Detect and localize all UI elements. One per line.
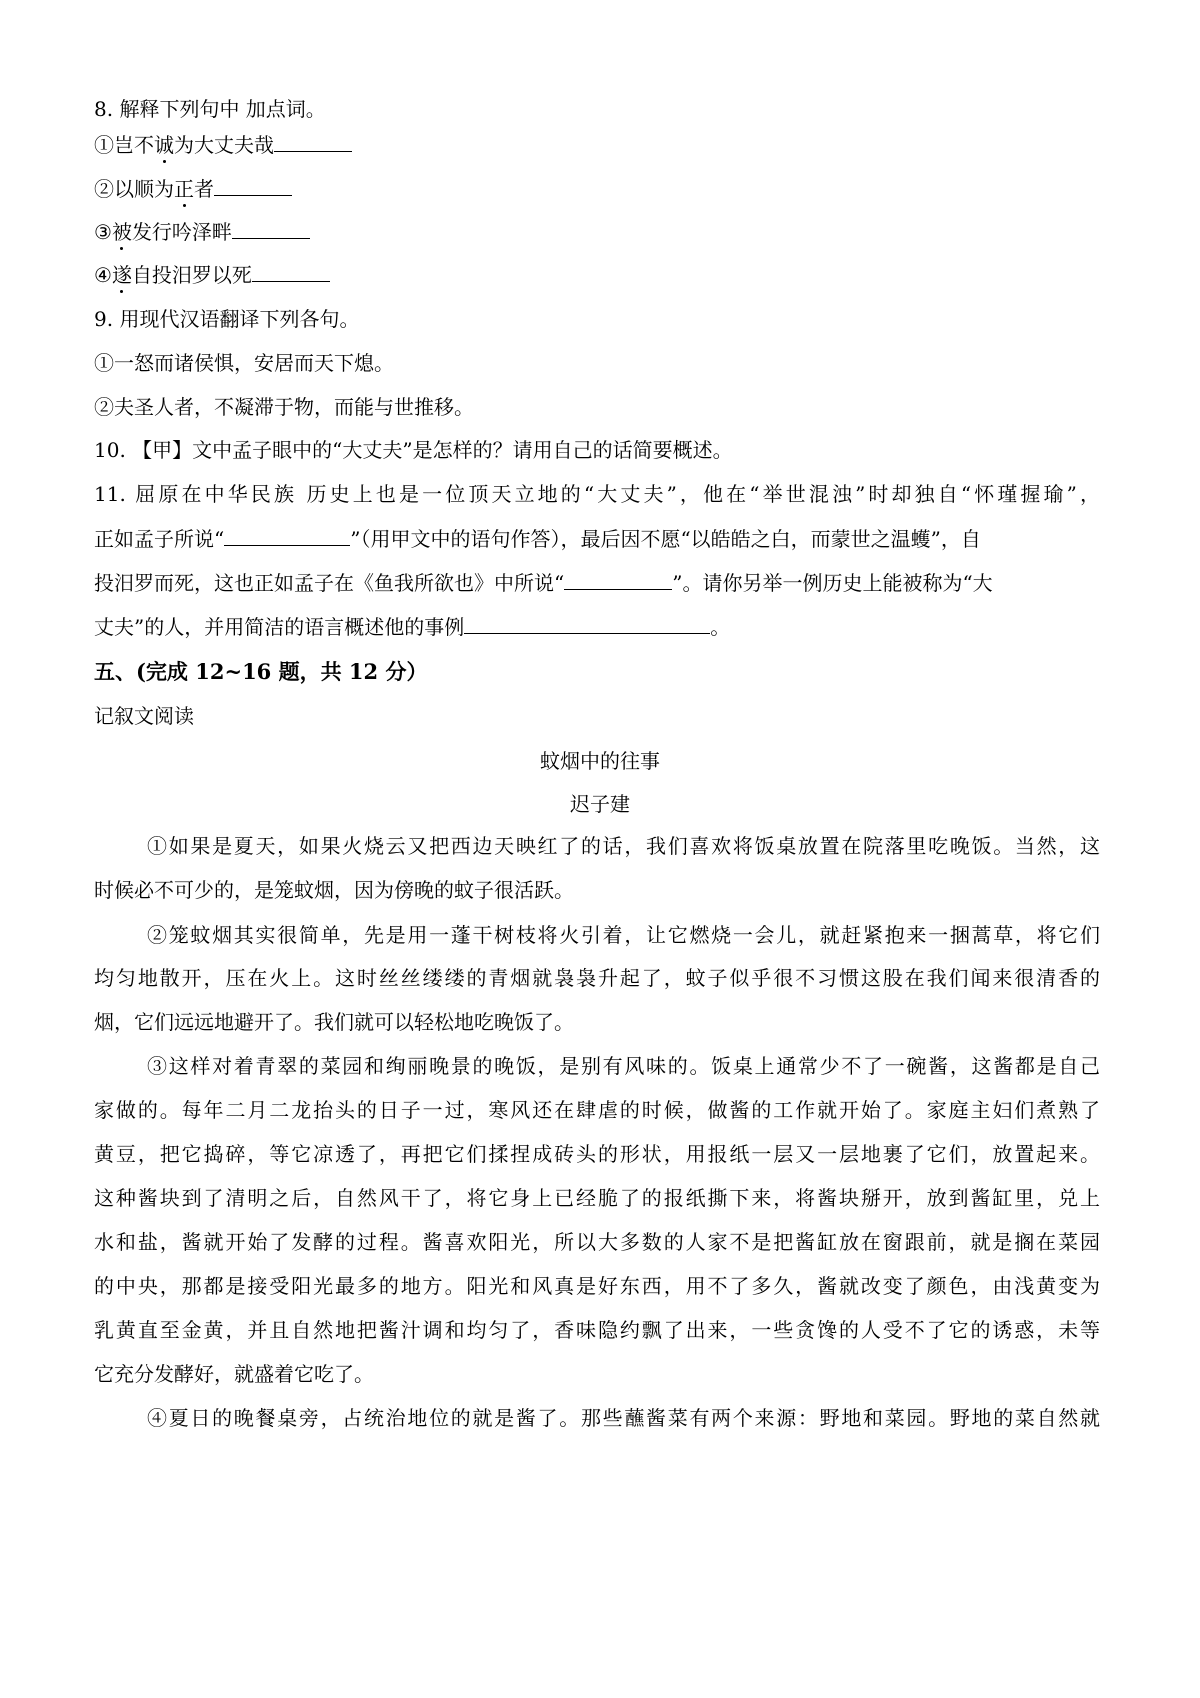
q8-item-4-pre: ④ [94, 263, 112, 287]
q8-title: 8. 解释下列句中 加点词。 [94, 97, 326, 121]
paragraph-line: 的中央，那都是接受阳光最多的地方。阳光和风真是好东西，用不了多久，酱就改变了颜色，由浅黄变为 [94, 1274, 1100, 1298]
q8-item-2-post: 者 [194, 177, 214, 201]
answer-blank[interactable] [464, 615, 710, 634]
article-title: 蚊烟中的往事 [540, 749, 660, 773]
q11-line-2 [94, 527, 981, 551]
section-genre: 记叙文阅读 [94, 704, 194, 728]
answer-blank[interactable] [232, 220, 310, 239]
q11-line-4 [94, 615, 730, 639]
paragraph-line: 家做的。每年二月二龙抬头的日子一过，寒风还在肆虐的时候，做酱的工作就开始了。家庭主妇们煮熟了 [94, 1098, 1100, 1122]
q11-line-4a: 丈夫”的人，并用简洁的语言概述他的事例 [94, 615, 465, 639]
dotted-word: 被 [111, 220, 132, 244]
article-author: 迟子建 [570, 792, 630, 816]
paragraph-line: 烟，它们远远地避开了。我们就可以轻松地吃晚饭了。 [94, 1010, 574, 1034]
answer-blank[interactable] [224, 527, 350, 546]
q11-line-2a: 正如孟子所说“ [94, 527, 225, 551]
q8-item-3 [94, 220, 310, 244]
q8-item-1 [94, 133, 352, 157]
paragraph-line: ①如果是夏天，如果火烧云又把西边天映红了的话，我们喜欢将饭桌放置在院落里吃晚饭。当然，这 [147, 834, 1100, 858]
q9-sentence-2: ②夫圣人者，不凝滞于物，而能与世推移。 [94, 395, 474, 419]
q8-item-2-pre: ②以顺为 [94, 177, 174, 201]
dotted-word: 正 [174, 177, 194, 201]
paragraph-line: ③这样对着青翠的菜园和绚丽晚景的晚饭，是别有风味的。饭桌上通常少不了一碗酱，这酱都是自己 [147, 1054, 1100, 1078]
q11-line-1-text: 11. 屈原在中华民族 历史上也是一位顶天立地的“大丈夫”，他在“举世混浊”时却独自“怀瑾握瑜”， [94, 482, 1100, 506]
q8-item-2 [94, 177, 292, 201]
q8-item-3-post: 发行吟泽畔 [131, 220, 232, 244]
q10-text: 10. 【甲】文中孟子眼中的“大丈夫”是怎样的？请用自己的话简要概述。 [94, 438, 733, 462]
paragraph-line: ④夏日的晚餐桌旁，占统治地位的就是酱了。那些蘸酱菜有两个来源：野地和菜园。野地的菜自然就 [147, 1406, 1100, 1430]
q11-line-3 [94, 571, 993, 595]
q8-item-1-post: 为大丈夫哉 [174, 133, 274, 157]
q11-line-1 [94, 482, 1100, 506]
paragraph-line: 乳黄直至金黄，并且自然地把酱汁调和均匀了，香味隐约飘了出来，一些贪馋的人受不了它的诱惑，未等 [94, 1318, 1100, 1342]
paragraph-line: 这种酱块到了清明之后，自然风干了，将它身上已经脆了的报纸撕下来，将酱块掰开，放到酱缸里，兑上 [94, 1186, 1100, 1210]
answer-blank[interactable] [214, 177, 292, 196]
q11-line-4b: 。 [710, 615, 731, 639]
q11-line-3a: 投汨罗而死，这也正如孟子在《鱼我所欲也》中所说“ [94, 571, 565, 595]
q8-item-4 [94, 263, 330, 287]
q11-line-3b: ”。请你另举一例历史上能被称为“大 [672, 571, 993, 595]
q11-line-2b: ”（用甲文中的语句作答），最后因不愿“以皓皓之白，而蒙世之温蠖”，自 [350, 527, 981, 551]
answer-blank[interactable] [252, 263, 330, 282]
dotted-word: 诚 [154, 133, 174, 157]
q9-title: 9. 用现代汉语翻译下列各句。 [94, 307, 360, 331]
q8-item-1-pre: ①岂不 [94, 133, 154, 157]
q8-item-4-post: 自投汨罗以死 [131, 263, 252, 287]
dotted-word: 遂 [111, 263, 132, 287]
paragraph-line: 时候必不可少的，是笼蚊烟，因为傍晚的蚊子很活跃。 [94, 878, 574, 902]
section-heading: 五、(完成 12~16 题，共 12 分） [94, 659, 428, 684]
paragraph-line: 水和盐，酱就开始了发酵的过程。酱喜欢阳光，所以大多数的人家不是把酱缸放在窗跟前，就是搁在菜园 [94, 1230, 1100, 1254]
answer-blank[interactable] [564, 571, 672, 590]
q9-sentence-1: ①一怒而诸侯惧，安居而天下熄。 [94, 351, 394, 375]
paragraph-line: 黄豆，把它捣碎，等它凉透了，再把它们揉捏成砖头的形状，用报纸一层又一层地裹了它们，放置起来。 [94, 1142, 1100, 1166]
paragraph-line: 它充分发酵好，就盛着它吃了。 [94, 1362, 374, 1386]
paragraph-line: ②笼蚊烟其实很简单，先是用一蓬干树枝将火引着，让它燃烧一会儿，就赶紧抱来一捆蒿草，将它们 [147, 923, 1100, 947]
paragraph-line: 均匀地散开，压在火上。这时丝丝缕缕的青烟就袅袅升起了，蚊子似乎很不习惯这股在我们闻来很清香的 [94, 966, 1100, 990]
answer-blank[interactable] [274, 133, 352, 152]
q8-item-3-pre: ③ [94, 220, 112, 244]
